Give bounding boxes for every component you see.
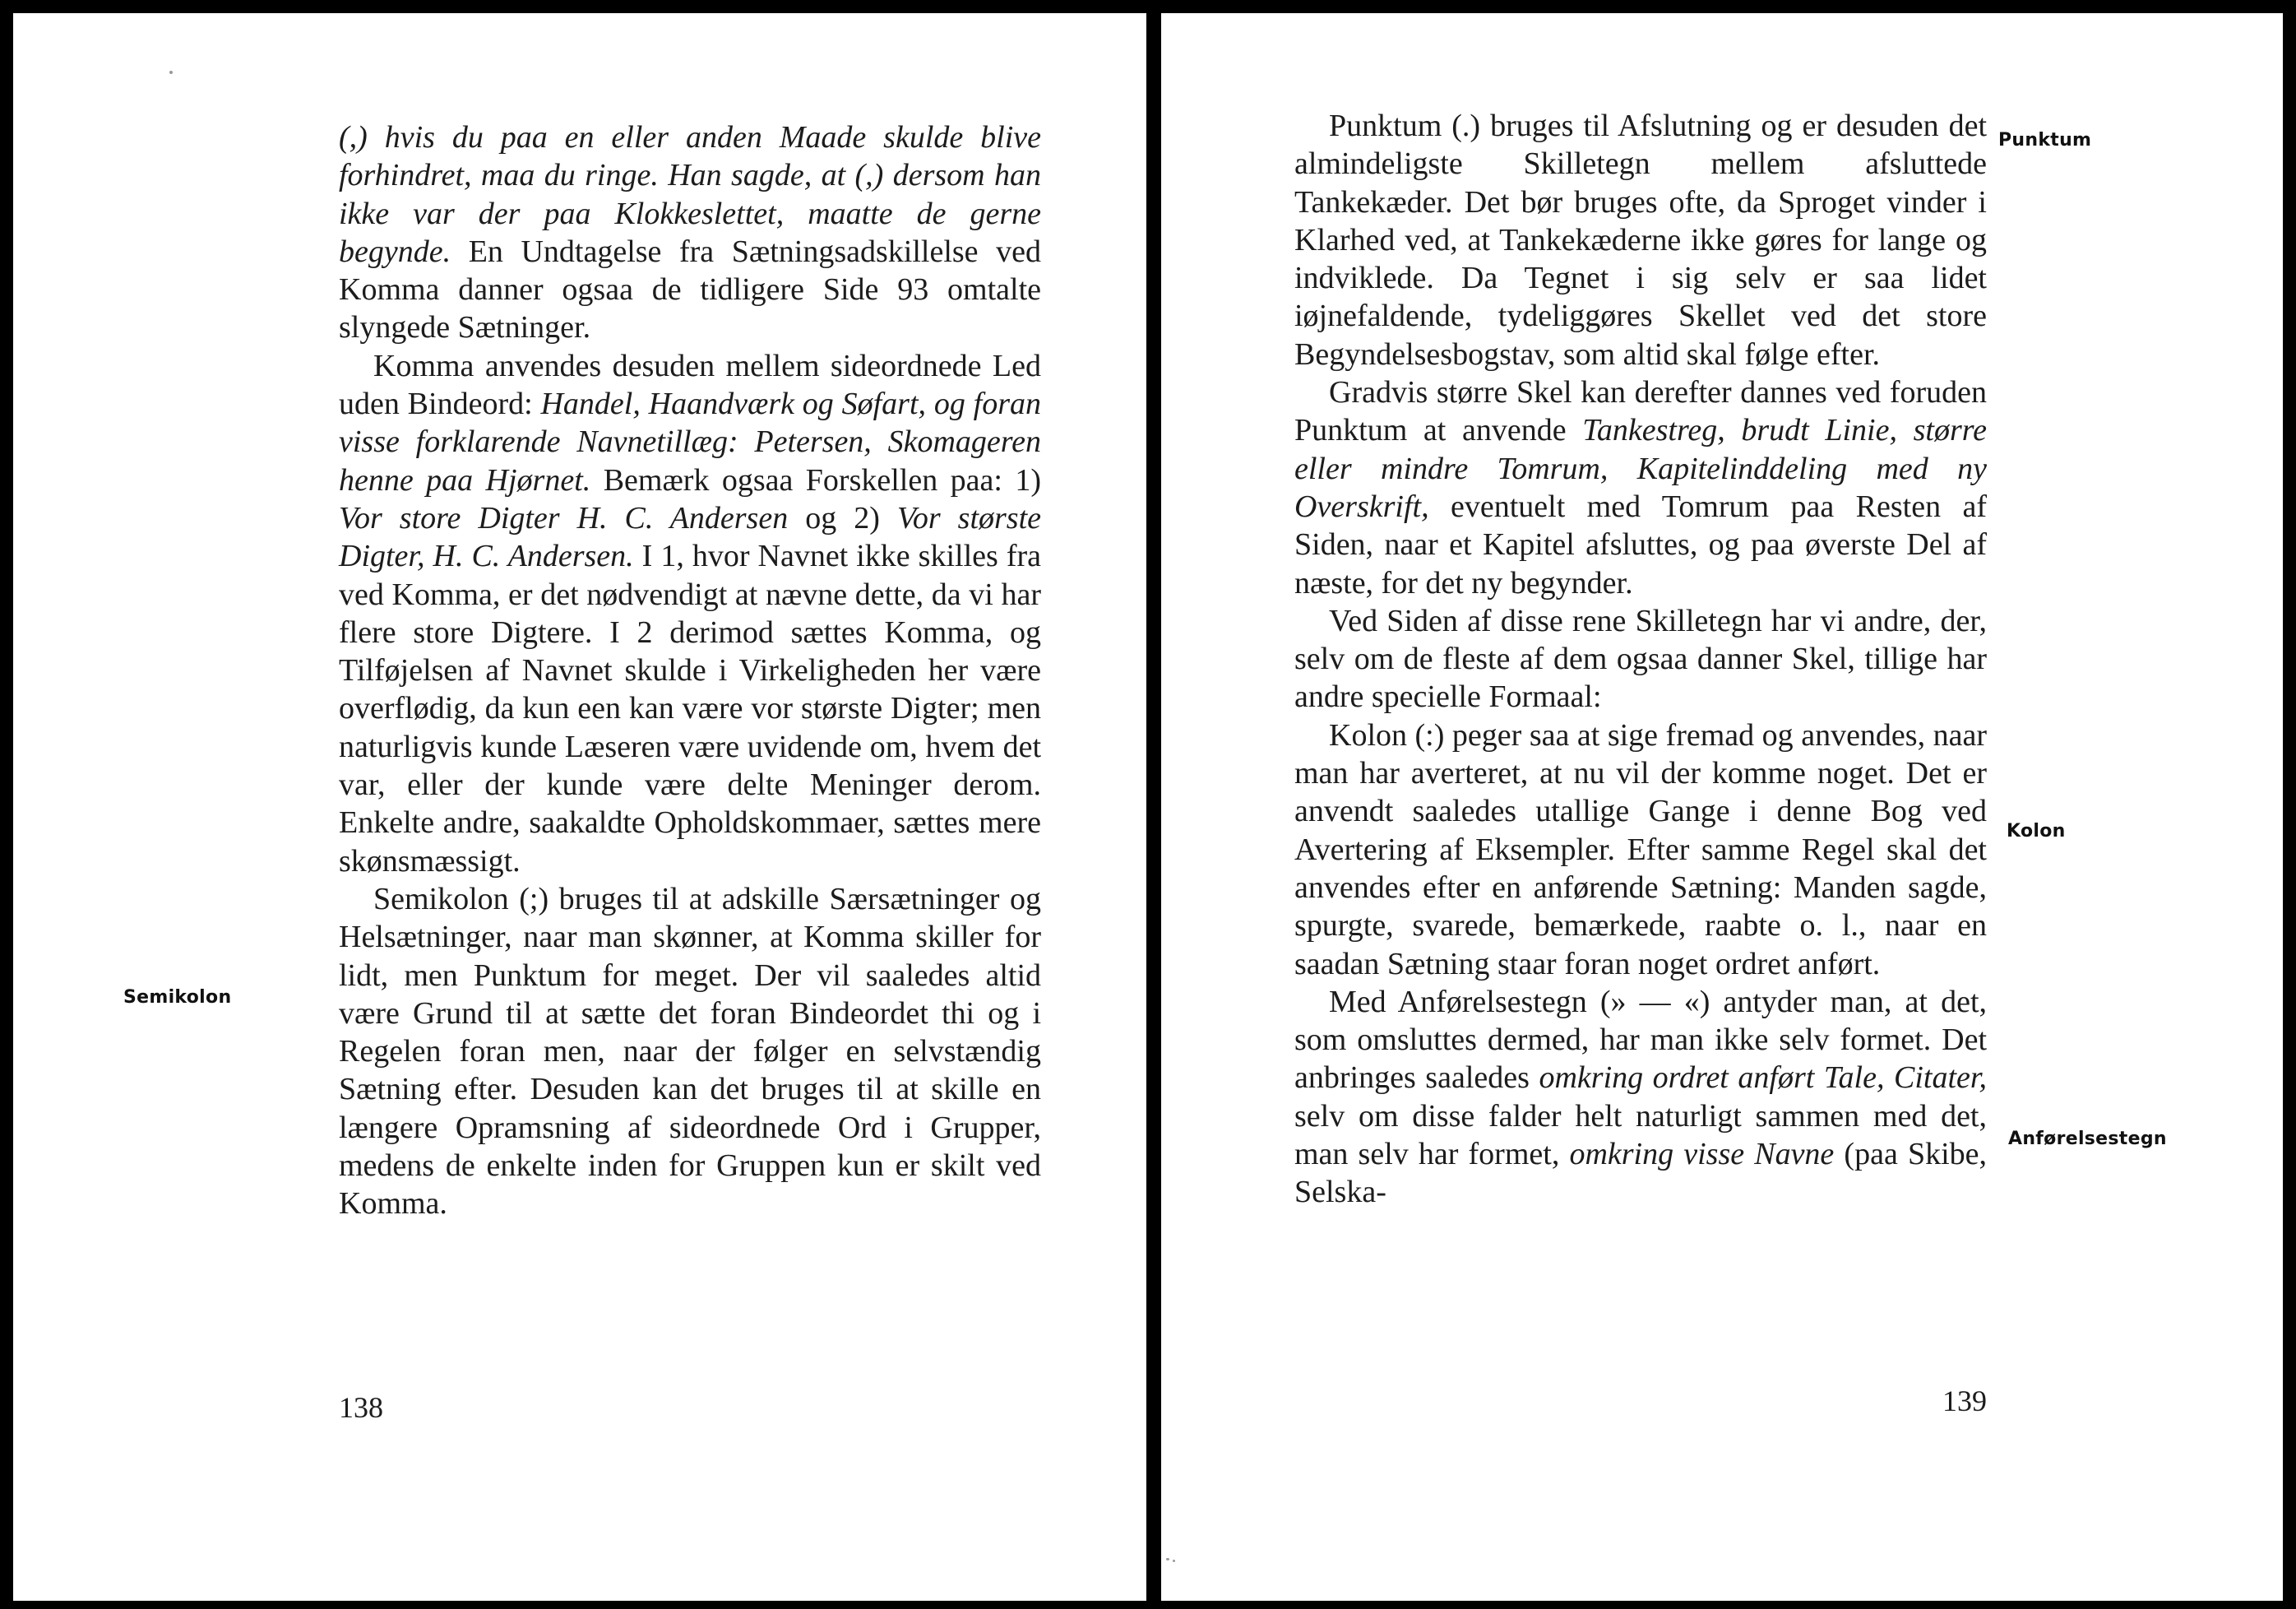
- margin-note-anforelsestegn: Anførelsestegn: [2008, 1129, 2167, 1149]
- text-span: Vor største Digter, H. C. Andersen.: [339, 500, 1042, 574]
- text-span: En Undtagelse fra Sætningsadskillelse ved Komma danner ogsaa de tidligere Side 93 omtalte slyngede Sætninger.: [339, 234, 1041, 345]
- paper-speck: [1166, 1558, 1169, 1560]
- paragraph: Punktum (.) bruges til Afslutning og er desuden det almindeligste Skilletegn mellem afsluttede Tankekæder. Det bør bruges ofte, da Sproget vinder i Klarhed ved, at Tankekæderne ikke gøres for lange og indviklede. Da Tegnet i sig selv er saa lidet iøjnefaldende, tydeliggøres Skellet ved det store Begyndelsesbogstav, som altid skal følge efter.: [1294, 109, 1987, 372]
- left-page-body: [339, 118, 1041, 1223]
- text-span: Bemærk ogsaa Forskellen paa: 1): [590, 462, 1041, 498]
- page-number: 139: [1942, 1384, 1987, 1417]
- margin-note-semikolon: Semikolon: [123, 987, 232, 1008]
- text-span: eventuelt med Tomrum paa Resten af Siden, naar et Kapitel afsluttes, og paa øverste Del af næste, for det ny begynder.: [1294, 489, 1987, 600]
- text-span: Gradvis større Skel kan derefter dannes ved foruden Punktum at anvende: [1294, 375, 1987, 448]
- text-span: selv om disse falder helt naturligt sammen med det, man selv har formet,: [1294, 1098, 1987, 1172]
- paragraph: [339, 347, 1041, 880]
- page-number: 138: [339, 1391, 383, 1424]
- paper-speck: [1173, 1560, 1175, 1562]
- paragraph: Kolon (:) peger saa at sige fremad og anvendes, naar man har averteret, at nu vil der komme noget. Det er anvendt saaledes utallige Gange i denne Bog ved Avertering af Eksempler. Efter samme Regel skal det anvendes efter en anførende Sætning: Manden sagde, spurgte, svarede, bemærkede, raabte o. l., naar en saadan Sætning staar foran noget ordret anført.: [1294, 717, 1987, 981]
- right-page: [1161, 13, 2283, 1601]
- text-span: (paa Skibe, Selska-: [1294, 1137, 1988, 1210]
- text-span: og 2): [788, 500, 897, 536]
- paragraph: [339, 118, 1041, 347]
- margin-note-kolon: Kolon: [2007, 821, 2066, 842]
- paragraph: Ved Siden af disse rene Skilletegn har vi andre, der, selv om de fleste af dem ogsaa danner Skel, tillige har andre specielle Formaal:: [1294, 603, 1987, 715]
- paragraph: [1294, 373, 1987, 602]
- text-span: hvis du paa en eller anden Maade skulde blive forhindret, maa du ringe. Han sagde, at (,) dersom han ikke var der paa Klokkeslettet, maatte de gerne begynde.: [339, 120, 1041, 269]
- paragraph: [1294, 983, 1987, 1212]
- text-span: Vor store Digter H. C. Andersen: [339, 500, 789, 536]
- text-span: omkring ordret anført Tale, Citater,: [1539, 1060, 1987, 1096]
- text-span: Komma anvendes desuden mellem sideordnede Led uden Bindeord:: [339, 348, 1041, 422]
- margin-note-punktum: Punktum: [1998, 130, 2092, 151]
- text-span: Med Anførelsestegn (» — «) antyder man, at det, som omsluttes dermed, har man ikke selv formet. Det anbringes saaledes: [1294, 984, 1987, 1096]
- text-span: I 1, hvor Navnet ikke skilles fra ved Komma, er det nødvendigt at nævne dette, da vi har flere store Digtere. I 2 derimod sættes Komma, og Tilføjelsen af Navnet skulde i Virkeligheden her være overflødig, da kun een kan være vor største Digter; men naturligvis kunde Læseren være uvidende om, hvem det var, eller der kunde være delte Meninger derom. Enkelte andre, saakaldte Opholdskommaer, sættes mere skønsmæssigt.: [339, 539, 1041, 879]
- left-page: [13, 13, 1146, 1601]
- text-span: (,): [339, 120, 385, 155]
- right-page-body: [1294, 107, 1987, 1212]
- paragraph: Semikolon (;) bruges til at adskille Særsætninger og Helsætninger, naar man skønner, at Komma skiller for lidt, men Punktum for meget. Der vil saaledes altid være Grund til at sætte det foran Bindeordet thi og i Regelen foran men, naar der følger en selvstændig Sætning efter. Desuden kan det bruges til at skille en længere Opramsning af sideordnede Ord i Grupper, medens de enkelte inden for Gruppen kun er skilt ved Komma.: [339, 881, 1041, 1222]
- text-span: Tankestreg, brudt Linie, større eller mindre Tomrum, Kapitelinddeling med ny Overskrift,: [1294, 413, 1987, 524]
- text-span: omkring visse Navne: [1569, 1137, 1835, 1172]
- text-span: Handel, Haandværk og Søfart, og foran visse forklarende Navnetillæg: Petersen, Skomageren henne paa Hjørnet.: [339, 387, 1041, 498]
- paper-speck: [169, 71, 173, 74]
